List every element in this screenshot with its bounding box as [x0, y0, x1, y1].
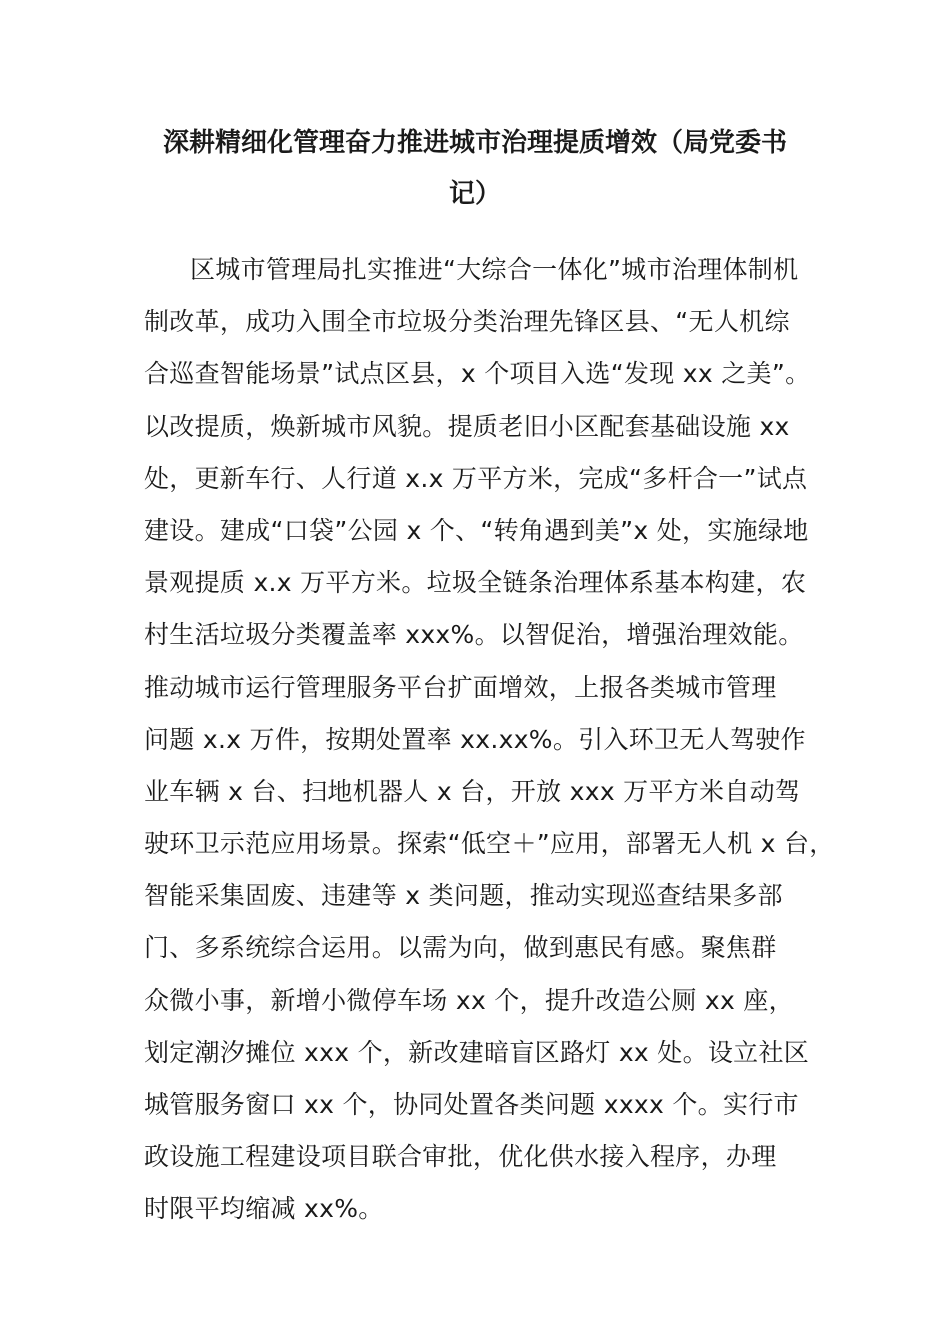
paragraph-line: 问题 x.x 万件，按期处置率 xx.xx%。引入环卫无人驾驶作 [144, 724, 806, 754]
paragraph-line: 业车辆 x 台、扫地机器人 x 台，开放 xxx 万平方米自动驾 [144, 776, 801, 806]
paragraph-line: 区城市管理局扎实推进“大综合一体化”城市治理体制机 [190, 255, 799, 284]
document-title [150, 118, 800, 220]
paragraph-line: 景观提质 x.x 万平方米。垃圾全链条治理体系基本构建，农 [144, 568, 807, 598]
title-line: 深耕精细化管理奋力推进城市治理提质增效（局党委书 [162, 128, 787, 158]
title-line: 记） [448, 179, 501, 209]
paragraph-line: 划定潮汐摊位 xxx 个，新改建暗盲区路灯 xx 处。设立社区 [144, 1037, 810, 1067]
paragraph-line: 门、多系统综合运用。以需为向，做到惠民有感。聚焦群 [144, 933, 777, 963]
paragraph-line: 制改革，成功入围全市垃圾分类治理先锋区县、“无人机综 [144, 307, 790, 337]
paragraph-line: 时限平均缩减 xx%。 [144, 1194, 384, 1224]
body-paragraph [144, 244, 835, 1236]
paragraph-line: 驶环卫示范应用场景。探索“低空＋”应用，部署无人机 x 台， [144, 829, 835, 859]
paragraph-line: 政设施工程建设项目联合审批，优化供水接入程序，办理 [144, 1142, 777, 1172]
paragraph-line: 众微小事，新增小微停车场 xx 个，提升改造公厕 xx 座， [144, 985, 794, 1015]
paragraph-line: 处，更新车行、人行道 x.x 万平方米，完成“多杆合一”试点 [144, 463, 808, 493]
paragraph-line: 推动城市运行管理服务平台扩面增效，上报各类城市管理 [144, 672, 777, 702]
paragraph-line: 城管服务窗口 xx 个，协同处置各类问题 xxxx 个。实行市 [144, 1090, 799, 1119]
paragraph-line: 智能采集固废、违建等 x 类问题，推动实现巡查结果多部 [144, 881, 783, 911]
paragraph-line: 合巡查智能场景”试点区县，x 个项目入选“发现 xx 之美”。 [144, 359, 811, 389]
paragraph-line: 建设。建成“口袋”公园 x 个、“转角遇到美”x 处，实施绿地 [144, 515, 809, 545]
paragraph-line: 村生活垃圾分类覆盖率 xxx%。以智促治，增强治理效能。 [144, 620, 804, 650]
paragraph-line: 以改提质，焕新城市风貌。提质老旧小区配套基础设施 xx [144, 411, 790, 441]
